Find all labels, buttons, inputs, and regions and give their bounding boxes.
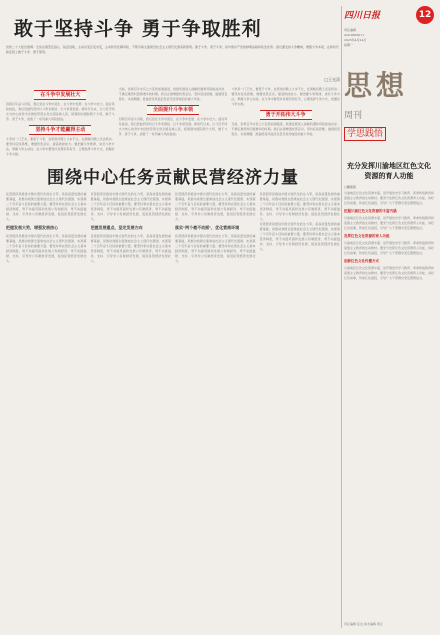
body-text: 民营经济是推进中国式现代化的生力军，是高质量发展的重要基础，是推动我国全面建成社会主义现代化强国、实现第二个百年奋斗目标的重要力量。要坚持和完善社会主义基本经济制度，毫不动摇巩固和发展公有制经济，毫不动摇鼓励、支持、引导非公有制经济发展，促进民营经济发展壮大。 xyxy=(259,192,340,221)
body-text: 回顾百年奋斗历程，我们党在斗争中诞生、在斗争中发展、在斗争中壮大。面对风险挑战，我们党始终坚持以斗争求团结、以斗争谋发展。新时代以来，以习近平同志为核心的党中央团结带领全党全国各族人民，统筹国内国际两个大局，敢于斗争、善于斗争，战胜了一系列重大风险挑战。 xyxy=(6,102,115,121)
main-column xyxy=(6,6,340,628)
page-number-badge: 12 xyxy=(416,6,434,24)
lower-column-1 xyxy=(6,192,87,264)
side-body-text: 川渝地区红色文化资源丰富，是开展党史学习教育、革命传统教育和爱国主义教育的生动教材。要充分发挥红色文化资源育人功能，讲好红色故事，传承红色基因，引导广大干部群众坚定理想信念。 xyxy=(344,216,434,230)
body-text: 民营经济是推进中国式现代化的生力军，是高质量发展的重要基础，是推动我国全面建成社会主义现代化强国、实现第二个百年奋斗目标的重要力量。要坚持和完善社会主义基本经济制度，毫不动摇巩固和发展公有制经济，毫不动摇鼓励、支持、引导非公有制经济发展，促进民营经济发展壮大。 xyxy=(6,234,87,263)
column-divider xyxy=(341,6,342,628)
article-headline: 敢于坚持斗争 勇于争取胜利 xyxy=(14,18,262,40)
article-column-1 xyxy=(6,87,115,157)
article-intro: 党的二十大报告强调：全党必须坚定信心、锐意进取，主动识变应变求变，主动防范化解风险，不断夺取全面建设社会主义现代化国家新胜利。敢于斗争、善于斗争，是中国共产党的鲜明品格和政治优势。我们要发扬斗争精神，增强斗争本领，在新时代新征程上敢于斗争、勇于胜利。 xyxy=(6,45,340,54)
body-text: 当前，世界百年未有之大变局加速演进，我国发展进入战略机遇和风险挑战并存、不确定难预料因素增多的时期。我们必须增强忧患意识，坚持底线思维，做到居安思危、未雨绸缪，准备经受风高浪急甚至惊涛骇浪的重大考验。 xyxy=(118,87,228,101)
body-text: 民营经济是推进中国式现代化的生力军，是高质量发展的重要基础，是推动我国全面建成社会主义现代化强国、实现第二个百年奋斗目标的重要力量。要坚持和完善社会主义基本经济制度，毫不动摇巩固和发展公有制经济，毫不动摇鼓励、支持、引导非公有制经济发展，促进民营经济发展壮大。 xyxy=(90,234,171,263)
section-heading: 在斗争中发展壮大 xyxy=(6,91,115,98)
masthead xyxy=(344,6,434,24)
column-stamp: 学思践悟 xyxy=(344,127,386,141)
lower-column-2 xyxy=(91,192,172,264)
lower-columns xyxy=(6,192,340,264)
side-subheading: 发挥红色文化资源的育人功能 xyxy=(344,234,390,238)
subheading: 把握发展重点，坚定发展方向 xyxy=(90,225,143,230)
side-subheading: 创新红色文化传播方式 xyxy=(344,259,379,263)
section-heading: 全面提升斗争本领 xyxy=(119,106,228,113)
subheading: 落实"两个毫不动摇"，优化营商环境 xyxy=(175,225,240,230)
body-text: 回顾百年奋斗历程，我们党在斗争中诞生、在斗争中发展、在斗争中壮大。面对风险挑战，我们党始终坚持以斗争求团结、以斗争谋发展。新时代以来，以习近平同志为核心的党中央团结带领全党全国各族人民，统筹国内国际两个大局，敢于斗争、善于斗争，战胜了一系列重大风险挑战。 xyxy=(118,117,228,136)
body-text: 民营经济是推进中国式现代化的生力军，是高质量发展的重要基础，是推动我国全面建成社会主义现代化强国、实现第二个百年奋斗目标的重要力量。要坚持和完善社会主义基本经济制度，毫不动摇巩固和发展公有制经济，毫不动摇鼓励、支持、引导非公有制经济发展，促进民营经济发展壮大。 xyxy=(259,222,340,251)
side-body-text: 川渝地区红色文化资源丰富，是开展党史学习教育、革命传统教育和爱国主义教育的生动教材。要充分发挥红色文化资源育人功能，讲好红色故事，传承红色基因，引导广大干部群众坚定理想信念。 xyxy=(344,266,434,280)
body-text: 斗争是一门艺术，要善于斗争，在原则问题上寸步不让，在策略问题上灵活机动。要坚持底线思维，增强忧患意识，提高防控能力。要把握斗争规律，讲究斗争方法，掌握斗争主动权。在斗争中要坚持有理有利有节，合理选择斗争方式，把握好斗争火候。 xyxy=(6,137,115,156)
side-subheading: 挖掘川渝红色文化资源的丰富内涵 xyxy=(344,209,397,213)
side-article-title: 充分发挥川渝地区红色文化资源的育人功能 xyxy=(347,161,431,180)
section-title: 思想 xyxy=(344,69,409,102)
article-column-2 xyxy=(119,87,228,157)
section-subtitle: 周刊 xyxy=(344,111,363,121)
section-heading: 勇于开拓伟大斗争 xyxy=(231,111,340,118)
body-text: 民营经济是推进中国式现代化的生力军，是高质量发展的重要基础，是推动我国全面建成社会主义现代化强国、实现第二个百年奋斗目标的重要力量。要坚持和完善社会主义基本经济制度，毫不动摇巩固和发展公有制经济，毫不动摇鼓励、支持、引导非公有制经济发展，促进民营经济发展壮大。 xyxy=(175,234,256,263)
article-byline: □王光清 xyxy=(324,77,340,82)
subheading: 把握发展大势，增强发展信心 xyxy=(6,225,58,230)
body-text: 民营经济是推进中国式现代化的生力军，是高质量发展的重要基础，是推动我国全面建成社会主义现代化强国、实现第二个百年奋斗目标的重要力量。要坚持和完善社会主义基本经济制度，毫不动摇巩固和发展公有制经济，毫不动摇鼓励、支持、引导非公有制经济发展，促进民营经济发展壮大。 xyxy=(90,192,171,221)
side-article-byline: □魏燕燕 xyxy=(344,185,356,189)
issue-meta: 责任编辑 029-8606011 2023年4月24日 星期一 xyxy=(344,28,367,47)
page-footer: 责任编辑 张洁 美术编辑 周正 xyxy=(344,622,383,626)
body-text: 民营经济是推进中国式现代化的生力军，是高质量发展的重要基础，是推动我国全面建成社会主义现代化强国、实现第二个百年奋斗目标的重要力量。要坚持和完善社会主义基本经济制度，毫不动摇巩固和发展公有制经济，毫不动摇鼓励、支持、引导非公有制经济发展，促进民营经济发展壮大。 xyxy=(175,192,256,221)
lower-column-4 xyxy=(260,192,341,264)
article-columns xyxy=(6,87,340,157)
sidebar xyxy=(344,6,434,628)
lower-column-3 xyxy=(175,192,256,264)
article-column-3 xyxy=(231,87,340,157)
body-text: 斗争是一门艺术，要善于斗争，在原则问题上寸步不让，在策略问题上灵活机动。要坚持底线思维，增强忧患意识，提高防控能力。要把握斗争规律，讲究斗争方法，掌握斗争主动权。在斗争中要坚持有理有利有节，合理选择斗争方式，把握好斗争火候。 xyxy=(231,87,340,106)
body-text: 当前，世界百年未有之大变局加速演进，我国发展进入战略机遇和风险挑战并存、不确定难预料因素增多的时期。我们必须增强忧患意识，坚持底线思维，做到居安思危、未雨绸缪，准备经受风高浪急甚至惊涛骇浪的重大考验。 xyxy=(231,122,340,136)
side-body-text: 川渝地区红色文化资源丰富，是开展党史学习教育、革命传统教育和爱国主义教育的生动教材。要充分发挥红色文化资源育人功能，讲好红色故事，传承红色基因，引导广大干部群众坚定理想信念。 xyxy=(344,191,434,205)
body-text: 民营经济是推进中国式现代化的生力军，是高质量发展的重要基础，是推动我国全面建成社会主义现代化强国、实现第二个百年奋斗目标的重要力量。要坚持和完善社会主义基本经济制度，毫不动摇巩固和发展公有制经济，毫不动摇鼓励、支持、引导非公有制经济发展，促进民营经济发展壮大。 xyxy=(6,192,87,221)
second-headline: 围绕中心任务贡献民营经济力量 xyxy=(47,168,299,188)
paper-logo: 四川日报 xyxy=(344,11,381,21)
side-body-text: 川渝地区红色文化资源丰富，是开展党史学习教育、革命传统教育和爱国主义教育的生动教材。要充分发挥红色文化资源育人功能，讲好红色故事，传承红色基因，引导广大干部群众坚定理想信念。 xyxy=(344,241,434,255)
section-heading: 坚持斗争才能赢得主动 xyxy=(6,126,115,133)
